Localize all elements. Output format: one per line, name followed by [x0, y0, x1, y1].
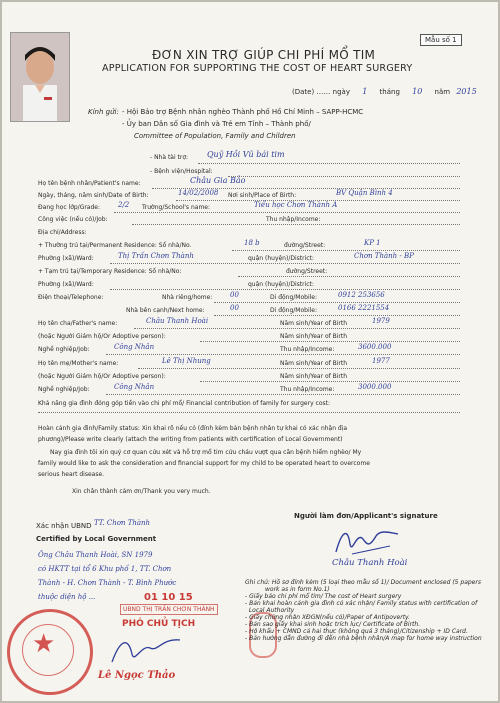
- date-month: 10: [412, 87, 423, 96]
- home-value: 00: [230, 291, 239, 299]
- stamp-date: 01 10 15: [144, 592, 193, 603]
- mother-yob-label: Năm sinh/Year of Birth: [280, 360, 348, 367]
- mother-name-label: Họ tên mẹ/Mother's name:: [38, 360, 119, 367]
- mother-income-value: 3000.000: [358, 383, 392, 391]
- father-income-label: Thu nhập/Income:: [280, 346, 335, 353]
- contribution-label: Khả năng gia đình đóng góp tiền vào chi phí mổ/ Financial contribution of family for surgery cost:: [38, 400, 331, 407]
- attachment-item: - Giấy chứng nhận XĐGN(nếu có)/Paper of Antipoverty.: [245, 614, 411, 621]
- status-p3: Nay gia đình tôi xin quý cơ quan cứu xét và hỗ trợ mổ tim cứu cháu vượt qua căn bệnh hiểm nghèo/ My: [50, 449, 362, 456]
- mobile-label: Di động/Mobile:: [270, 294, 318, 301]
- father-adoptive-yob-label: Năm sinh/Year of Birth: [280, 333, 348, 340]
- recipient-label: Kính gửi:: [88, 108, 119, 116]
- sponsor-label: - Nhà tài trợ:: [150, 154, 189, 161]
- father-adoptive-line: [200, 341, 460, 342]
- mother-income-label: Thu nhập/Income:: [280, 386, 335, 393]
- mobile-2-value: 0166 2221554: [338, 304, 390, 312]
- applicant-signature: [332, 524, 402, 560]
- patient-name-label: Họ tên bệnh nhân/Patient's name:: [38, 180, 141, 187]
- grade-label: Đang học lớp/Grade:: [38, 204, 101, 211]
- temp-line: [238, 276, 460, 277]
- official-round-stamp: [7, 609, 93, 695]
- mobile-2-label: Di động/Mobile:: [270, 307, 318, 314]
- father-line: [134, 328, 460, 329]
- temp-ward-line: [110, 289, 460, 290]
- mobile-value: 0912 253656: [338, 291, 385, 299]
- certified-label: Certified by Local Government: [36, 535, 157, 543]
- temp-district-label: quận (huyện)/District:: [248, 281, 314, 288]
- hospital-label: - Bệnh viện/Hospital:: [150, 168, 213, 175]
- dob-label: Ngày, tháng, năm sinh/Date of Birth:: [38, 192, 149, 199]
- school-value: Tiểu học Chơn Thành A: [254, 201, 338, 209]
- date-year: 2015: [456, 87, 477, 96]
- grade-line: [114, 212, 460, 213]
- attachments-note: [245, 579, 495, 642]
- confirm-value: TT. Chơn Thành: [94, 519, 151, 527]
- temp-street-label: đường/Street:: [286, 268, 328, 275]
- date-year-label: năm: [434, 88, 451, 96]
- mother-line: [138, 368, 460, 369]
- signer-name: Lê Ngọc Thảo: [98, 670, 176, 681]
- street-label: đường/Street:: [284, 242, 326, 249]
- perm-label: + Thường trú tại/Permanent Residence: Số nhà/No.: [38, 242, 192, 249]
- next-home-line: [214, 315, 460, 316]
- thanks: Xin chân thành cảm ơn/Thank you very much.: [72, 488, 211, 495]
- attachments-title: Ghi chú: Hồ sơ đính kèm (5 loại theo mẫu số 1)/ Document enclosed (5 papers: [245, 579, 481, 586]
- mother-name-value: Lê Thị Nhung: [162, 357, 211, 365]
- recipient-line-3: Committee of Population, Family and Children: [134, 132, 296, 140]
- mother-job-line: [106, 394, 460, 395]
- father-job-line: [106, 354, 460, 355]
- district-label: quận (huyện)/District:: [248, 255, 314, 262]
- recipient-line-2: - Ủy ban Dân số Gia đình và Trẻ em Tỉnh – Thành phố/: [122, 120, 311, 128]
- cert-handwriting-4: thuộc diện hộ ...: [38, 593, 96, 601]
- next-home-value: 00: [230, 304, 239, 312]
- hospital-line: [228, 176, 460, 177]
- mother-adoptive-yob-label: Năm sinh/Year of Birth: [280, 373, 348, 380]
- school-label: Trường/School's name:: [142, 204, 210, 211]
- next-home-label: Nhà bên cạnh/Next home:: [126, 307, 205, 314]
- phone-label: Điện thoại/Telephone:: [38, 294, 104, 301]
- ward-line: [110, 263, 460, 264]
- street-value: KP 1: [364, 239, 381, 247]
- mother-adoptive-label: (hoặc Người Giám hộ/Or Adoptive person):: [38, 373, 166, 380]
- dob-value: 14/02/2008: [178, 189, 219, 197]
- father-yob-label: Năm sinh/Year of Birth: [280, 320, 348, 327]
- phone-line: [214, 302, 460, 303]
- cert-handwriting-3: Thành - H. Chơn Thành - T. Bình Phước: [38, 579, 177, 587]
- sponsor-value: Quỹ Hồi Vũ bái tim: [207, 150, 285, 159]
- district-value: Chơn Thành - BP: [354, 252, 414, 260]
- temp-label: + Tạm trú tại/Temporary Residence: Số nhà/No:: [38, 268, 182, 275]
- date-month-label: tháng: [379, 88, 400, 96]
- address-label: Địa chỉ/Address:: [38, 229, 87, 236]
- applicant-name: Châu Thanh Hoài: [332, 558, 408, 568]
- grade-value: 2/2: [118, 201, 130, 209]
- mother-yob-value: 1977: [372, 357, 390, 365]
- official-signature: [106, 632, 186, 668]
- form-number: Mẫu số 1: [425, 36, 457, 44]
- father-yob-value: 1979: [372, 317, 390, 325]
- job-label: Công việc (nếu có)/Job:: [38, 216, 108, 223]
- date-day: 1: [362, 87, 368, 96]
- mother-adoptive-line: [200, 381, 460, 382]
- father-job-label: Nghề nghiệp/Job:: [38, 346, 90, 353]
- patient-photo: [10, 32, 70, 122]
- attachment-item: - Bản hướng dẫn đường đi đến nhà bệnh nhân/A map for home way instruction: [245, 635, 482, 642]
- star-icon: ★: [32, 629, 56, 659]
- attachment-item: - Bản sao giấy khai sinh hoặc trích lục/ Certificate of Birth.: [245, 621, 421, 628]
- ward-label: Phường (xã)/Ward:: [38, 255, 94, 262]
- confirm-label: Xác nhận UBND: [36, 522, 92, 530]
- mother-job-label: Nghề nghiệp/Job:: [38, 386, 90, 393]
- contribution-line: [38, 412, 460, 413]
- stamp-unit: UBND THỊ TRẤN CHƠN THÀNH: [120, 604, 218, 615]
- patient-name-value: Châu Gia Bảo: [190, 176, 246, 185]
- date-prefix: (Date) …… ngày: [292, 88, 350, 96]
- home-label: Nhà riêng/home:: [162, 294, 213, 301]
- pob-value: BV Quận Bình 4: [336, 189, 393, 197]
- date-line: [292, 87, 477, 96]
- income-label: Thu nhập/Income:: [266, 216, 321, 223]
- stamp-role: PHÓ CHỦ TỊCH: [122, 619, 196, 629]
- status-p4: family would like to ask the consideration and financial support for my child to be operated heart to overcome: [38, 460, 370, 467]
- cert-handwriting-2: có HKTT tại tổ 6 Khu phố 1, TT. Chơn: [38, 565, 172, 573]
- father-job-value: Công Nhân: [114, 343, 155, 351]
- pob-label: Nơi sinh/Place of Birth:: [228, 192, 297, 199]
- title-en: APPLICATION FOR SUPPORTING THE COST OF HEART SURGERY: [102, 63, 413, 74]
- mother-job-value: Công Nhân: [114, 383, 155, 391]
- father-adoptive-label: (hoặc Người Giám hộ/Or Adoptive person):: [38, 333, 166, 340]
- attachments-title-2: work as in form No.1): [265, 586, 330, 593]
- father-name-value: Châu Thanh Hoài: [146, 317, 209, 325]
- cert-handwriting-1: Ông Châu Thanh Hoài, SN 1979: [38, 551, 153, 559]
- status-p1: Hoàn cảnh gia đình/Family status: Xin khai rõ nếu có (đính kèm bản bệnh nhân tự khai có xác nhận địa: [38, 425, 348, 432]
- perm-no: 18 b: [244, 239, 260, 247]
- perm-line: [232, 250, 460, 251]
- applicant-label: Người làm đơn/Applicant's signature: [294, 512, 438, 520]
- recipient-line-1: - Hội Bảo trợ Bệnh nhân nghèo Thành phố Hồ Chí Minh – SAPP-HCMC: [122, 108, 364, 116]
- attachment-item: - Bản khai hoàn cảnh gia đình có xác nhận/ Family status with certification of: [245, 600, 478, 607]
- form-number-box: [420, 34, 462, 46]
- attachment-item: - Giấy báo chi phí mổ tim/ The cost of Heart surgery: [245, 593, 402, 600]
- title-vi: ĐƠN XIN TRỢ GIÚP CHI PHÍ MỔ TIM: [152, 48, 376, 62]
- ward-value: Thị Trấn Chơn Thành: [118, 252, 194, 260]
- attachment-item: Local Authority: [245, 607, 295, 614]
- status-p5: serious heart disease.: [38, 471, 105, 478]
- father-name-label: Họ tên cha/Father's name:: [38, 320, 118, 327]
- status-p2: phương)/Please write clearly (attach the writing from patients with certification of Local Government): [38, 436, 343, 443]
- attachment-item: - Hộ khẩu + CMND cả hai thực (không quá 3 tháng)/Citizenship + ID Card.: [245, 628, 468, 635]
- job-line: [132, 224, 460, 225]
- father-income-value: 3600.000: [358, 343, 392, 351]
- sponsor-line: [198, 163, 460, 164]
- temp-ward-label: Phường (xã)/Ward:: [38, 281, 94, 288]
